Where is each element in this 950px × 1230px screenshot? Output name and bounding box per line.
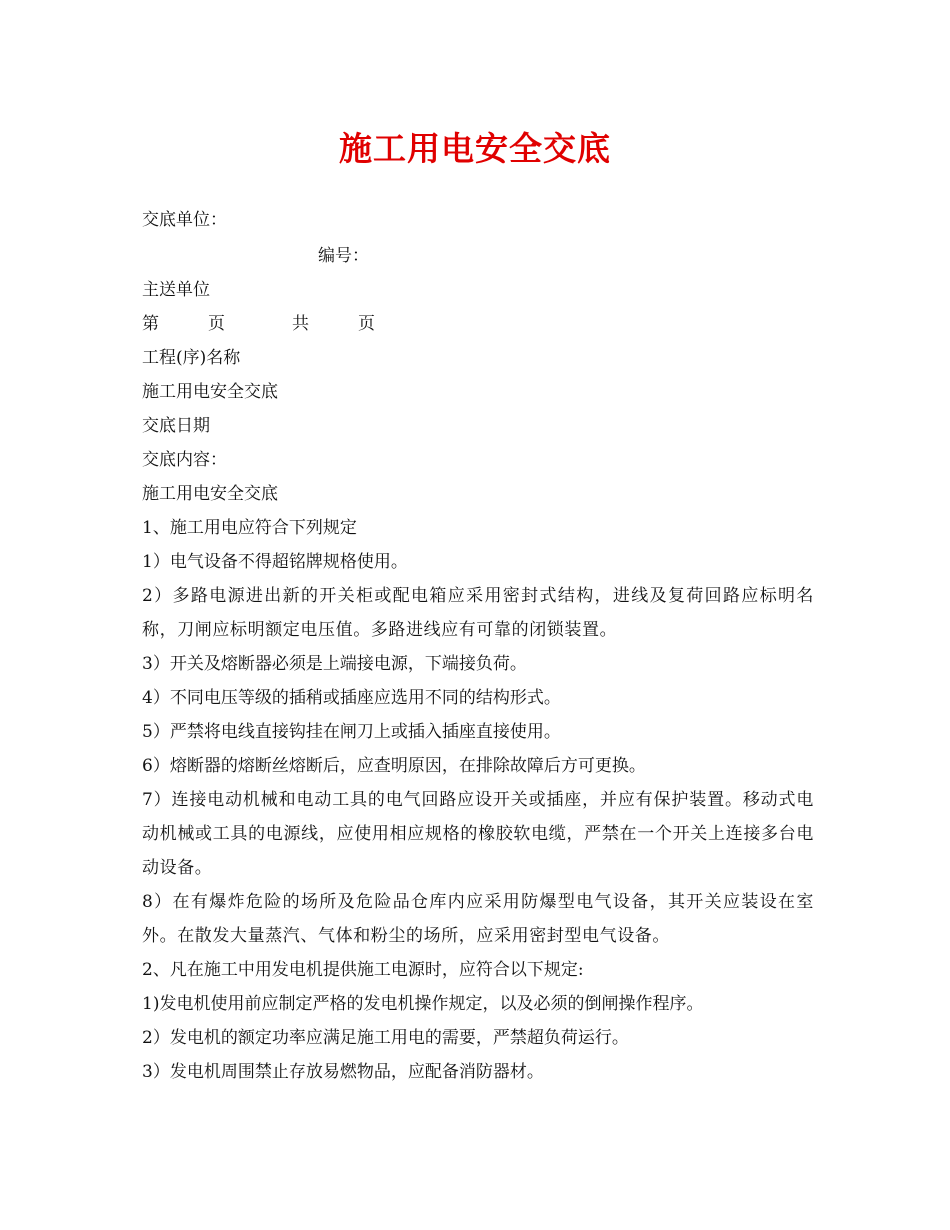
section-2-item-1: 1)发电机使用前应制定严格的发电机操作规定，以及必须的倒闸操作程序。: [142, 994, 704, 1014]
page-di-label: 第: [142, 314, 159, 334]
document-title: 施工用电安全交底: [339, 129, 611, 168]
section-1-item-3: 3）开关及熔断器必须是上端接电源，下端接负荷。: [142, 654, 527, 674]
section-1-item-4: 4）不同电压等级的插稍或插座应选用不同的结构形式。: [142, 688, 561, 708]
field-project-name-label: 工程(序)名称: [142, 348, 241, 368]
page-ye-label: 页: [208, 314, 225, 334]
field-main-unit: 主送单位: [142, 280, 210, 300]
field-number: 编号：: [318, 246, 369, 266]
section-1-item-1: 1）电气设备不得超铭牌规格使用。: [142, 552, 408, 572]
field-page-count: [142, 307, 814, 341]
section-1-item-6: 6）熔断器的熔断丝熔断后，应查明原因，在排除故障后方可更换。: [142, 756, 646, 776]
section-1-item-7: 7）连接电动机械和电动工具的电气回路应设开关或插座，并应有保护装置。移动式电动机械或工具的电源线，应使用相应规格的橡胶软电缆，严禁在一个开关上连接多台电动设备。: [142, 790, 814, 878]
section-2-item-2: 2）发电机的额定功率应满足施工用电的需要，严禁超负荷运行。: [142, 1028, 629, 1048]
section-1-item-5: 5）严禁将电线直接钩挂在闸刀上或插入插座直接使用。: [142, 722, 561, 742]
section-1-heading: 1、施工用电应符合下列规定: [142, 518, 357, 538]
section-2-item-3: 3）发电机周围禁止存放易燃物品，应配备消防器材。: [142, 1062, 544, 1082]
field-unit: 交底单位：: [142, 210, 227, 230]
page-ye-label-2: 页: [358, 314, 375, 334]
document-body: [142, 203, 814, 1089]
section-1-item-2: 2）多路电源进出新的开关柜或配电箱应采用密封式结构，进线及复荷回路应标明名称，刀闸应标明额定电压值。多路进线应有可靠的闭锁装置。: [142, 586, 814, 640]
field-project-name-value: 施工用电安全交底: [142, 382, 278, 402]
section-2-heading: 2、凡在施工中用发电机提供施工电源时，应符合以下规定:: [142, 960, 584, 980]
field-date-label: 交底日期: [142, 416, 210, 436]
content-title: 施工用电安全交底: [142, 484, 278, 504]
field-content-label: 交底内容：: [142, 450, 227, 470]
page-gong-label: 共: [292, 314, 309, 334]
section-1-item-8: 8）在有爆炸危险的场所及危险品仓库内应采用防爆型电气设备，其开关应装设在室外。在散发大量蒸汽、气体和粉尘的场所，应采用密封型电气设备。: [142, 892, 814, 946]
